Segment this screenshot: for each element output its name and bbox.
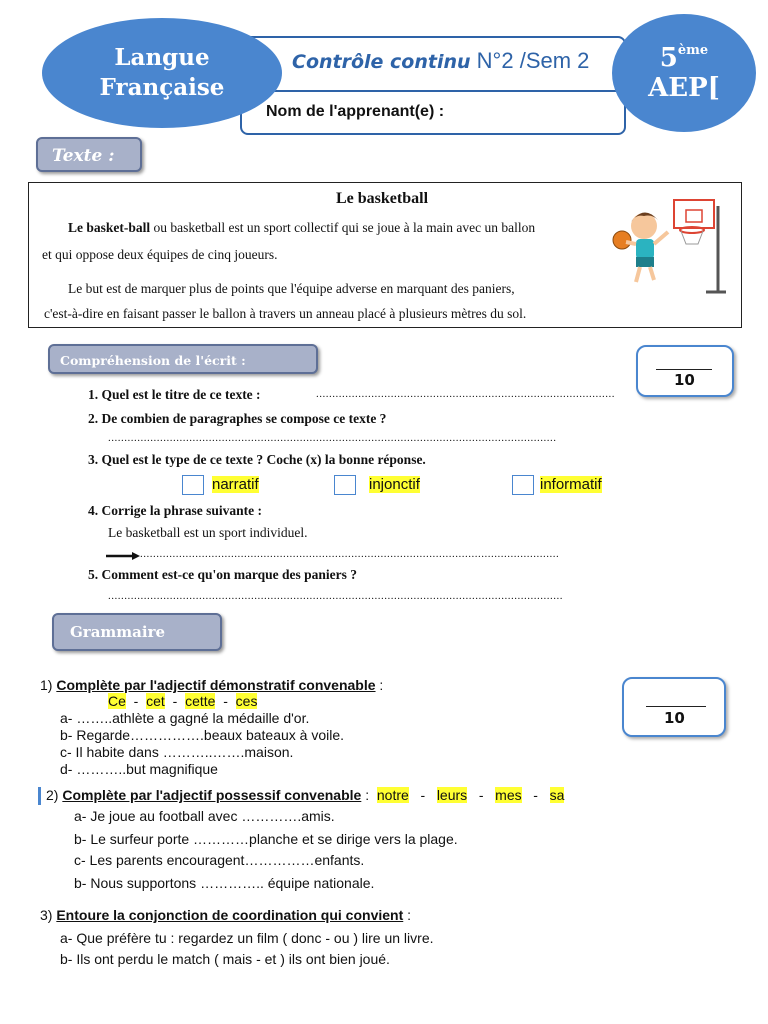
exercise-1-item-b: b- Regarde…………….beaux bateaux à voile. <box>60 727 345 743</box>
question-5: 5. Comment est-ce qu'on marque des paniers ? <box>88 567 357 582</box>
comprehension-score: 10 <box>674 371 695 389</box>
subject-badge <box>42 18 282 128</box>
level-badge <box>612 14 756 132</box>
exercise-1-instruction: Complète par l'adjectif démonstratif convenable <box>56 677 376 693</box>
exam-title-suffix: N°2 /Sem 2 <box>476 48 590 73</box>
student-name-label: Nom de l'apprenant(e) : <box>266 103 445 120</box>
word-cette: cette <box>185 693 216 709</box>
exercise-2-item-d: b- Nous supportons ………….. équipe nationale. <box>74 875 375 891</box>
checkbox-injonctif[interactable] <box>334 475 356 495</box>
exercise-1-number: 1) <box>40 677 53 693</box>
paragraph-1-bold: Le basket-ball <box>68 220 151 235</box>
word-leurs: leurs <box>436 787 468 803</box>
exam-title <box>292 48 589 74</box>
word-cet: cet <box>146 693 165 709</box>
exercise-1-title: 1) Complète par l'adjectif démonstratif convenable : <box>40 677 384 693</box>
level-label: AEP[ <box>648 73 720 103</box>
margin-marker <box>38 787 41 805</box>
exercise-1-word-bank: Ce - cet - cette - ces <box>108 693 258 709</box>
option-informatif: informatif <box>540 476 602 493</box>
sentence-to-correct: Le basketball est un sport individuel. <box>108 525 308 540</box>
grammaire-tab: Grammaire <box>52 613 222 651</box>
question-4: 4. Corrige la phrase suivante : <box>88 503 262 518</box>
basketball-player-illustration <box>606 196 726 296</box>
level-suffix: ème <box>677 43 709 58</box>
word-ce: Ce <box>108 693 126 709</box>
paragraph-2-line-2: c'est-à-dire en faisant passer le ballon à travers un anneau placé à plusieurs mètres du sol. <box>44 306 527 321</box>
exercise-1-item-c: c- Il habite dans ………..…….maison. <box>60 744 294 760</box>
answer-line-2[interactable]: .......................................................................................................................................... <box>108 432 557 444</box>
subject-line2: Française <box>99 74 225 101</box>
option-narratif: narratif <box>212 476 259 493</box>
reading-text-title: Le basketball <box>336 190 429 207</box>
arrow-icon <box>106 551 140 561</box>
checkbox-narratif[interactable] <box>182 475 204 495</box>
exercise-3-item-a: a- Que préfère tu : regardez un film ( donc - ou ) lire un livre. <box>60 930 434 946</box>
answer-line-5[interactable]: ............................................................................................................................................ <box>108 590 563 602</box>
word-sa: sa <box>549 787 565 803</box>
texte-tab: Texte : <box>36 137 142 172</box>
exercise-2-item-a: a- Je joue au football avec ………….amis. <box>74 808 335 824</box>
grammaire-score: 10 <box>664 709 685 727</box>
exercise-2-instruction: Complète par l'adjectif possessif convenable <box>62 787 362 803</box>
word-notre: notre <box>376 787 409 803</box>
exercise-2-item-b: b- Le surfeur porte …………planche et se dirige vers la plage. <box>74 831 458 847</box>
subject-line1: Langue <box>114 44 210 71</box>
paragraph-1-line-2: et qui oppose deux équipes de cinq joueurs. <box>42 247 278 262</box>
exercise-2-title: 2) Complète par l'adjectif possessif convenable : notre - leurs - mes - sa <box>46 787 565 803</box>
exercise-1-item-a: a- ……..athlète a gagné la médaille d'or. <box>60 710 310 726</box>
checkbox-informatif[interactable] <box>512 475 534 495</box>
score-line <box>656 369 712 370</box>
answer-line-4[interactable]: ................................................................................................................................. <box>140 548 560 560</box>
exercise-2-number: 2) <box>46 787 59 803</box>
header-divider <box>242 90 622 92</box>
question-2: 2. De combien de paragraphes se compose ce texte ? <box>88 411 387 426</box>
word-ces: ces <box>235 693 258 709</box>
exercise-1-item-d: d- ………..but magnifique <box>60 761 218 777</box>
word-mes: mes <box>495 787 522 803</box>
exercise-3-title: 3) Entoure la conjonction de coordination qui convient : <box>40 907 412 923</box>
option-injonctif: injonctif <box>369 476 420 493</box>
score-line <box>646 706 706 707</box>
exercise-2-item-c: c- Les parents encouragent……………enfants. <box>74 852 365 868</box>
question-1: 1. Quel est le titre de ce texte : <box>88 387 261 402</box>
paragraph-2-line-1: Le but est de marquer plus de points que l'équipe adverse en marquant des paniers, <box>68 281 515 296</box>
exercise-3-item-b: b- Ils ont perdu le match ( mais - et ) ils ont bien joué. <box>60 951 390 967</box>
grammaire-score-box <box>622 677 726 737</box>
paragraph-1-line-1 <box>68 220 535 236</box>
answer-line-1[interactable]: ............................................................................................ <box>316 388 615 400</box>
question-3: 3. Quel est le type de ce texte ? Coche (x) la bonne réponse. <box>88 452 426 467</box>
paragraph-1-rest: ou basketball est un sport collectif qui se joue à la main avec un ballon <box>150 220 536 235</box>
exam-title-prefix: Contrôle continu <box>292 51 471 73</box>
comprehension-tab: Compréhension de l'écrit : <box>48 344 318 374</box>
level-number: 5 <box>659 43 678 73</box>
exercise-3-instruction: Entoure la conjonction de coordination qui convient <box>56 907 404 923</box>
exercise-3-number: 3) <box>40 907 53 923</box>
